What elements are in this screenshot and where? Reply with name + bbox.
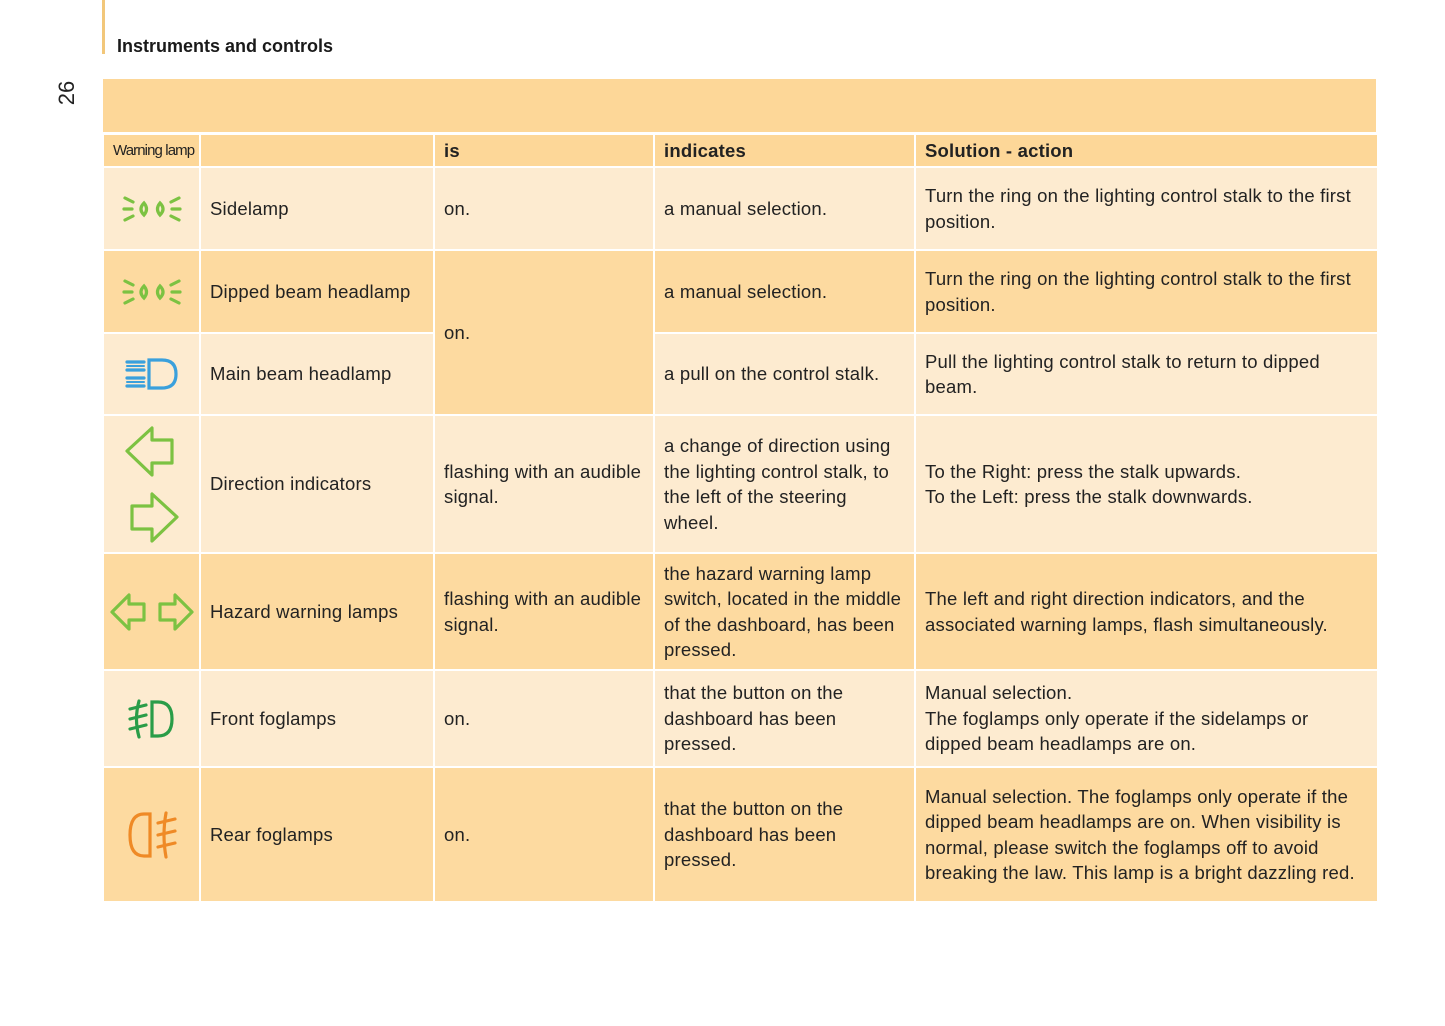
lamp-name: Direction indicators: [200, 415, 434, 553]
dipped-beam-icon: [103, 250, 200, 333]
lamp-name: Dipped beam headlamp: [200, 250, 434, 333]
page-number: 26: [54, 80, 79, 106]
lamp-indicates: the hazard warning lamp switch, located in the middle of the dashboard, has been pressed.: [654, 553, 915, 670]
lamp-indicates: a manual selection.: [654, 250, 915, 333]
table-header-row: [103, 134, 1378, 167]
sidelamp-icon: [103, 167, 200, 250]
table-row: [103, 250, 1378, 333]
front-foglamp-icon: [103, 670, 200, 767]
lamp-solution: [915, 670, 1378, 767]
table-row: [103, 415, 1378, 553]
col-solution: Solution - action: [915, 134, 1378, 167]
lamp-solution: [915, 415, 1378, 553]
lamp-solution: The left and right direction indicators, and the associated warning lamps, flash simultaneously.: [915, 553, 1378, 670]
lamp-is: flashing with an audible signal.: [434, 553, 654, 670]
rear-foglamp-icon: [103, 767, 200, 902]
col-indicates: indicates: [654, 134, 915, 167]
table-row: [103, 767, 1378, 902]
table-row: [103, 167, 1378, 250]
table-row: [103, 553, 1378, 670]
col-warning-lamp: Warning lamp: [103, 134, 200, 167]
lamp-indicates: that the button on the dashboard has been pressed.: [654, 767, 915, 902]
solution-line: The foglamps only operate if the sidelamps or dipped beam headlamps are on.: [925, 707, 1309, 755]
lamp-is: on.: [434, 670, 654, 767]
accent-bar: [102, 0, 105, 54]
lamp-solution: Turn the ring on the lighting control stalk to the first position.: [915, 167, 1378, 250]
warning-lamps-table: [102, 133, 1379, 903]
lamp-solution: Turn the ring on the lighting control stalk to the first position.: [915, 250, 1378, 333]
main-beam-icon: [103, 333, 200, 415]
lamp-is: on.: [434, 767, 654, 902]
lamp-indicates: a pull on the control stalk.: [654, 333, 915, 415]
solution-line: To the Left: press the stalk downwards.: [925, 486, 1253, 507]
lamp-is-merged: on.: [434, 250, 654, 415]
hazard-warning-icon: [103, 553, 200, 670]
lamp-indicates: a change of direction using the lighting control stalk, to the left of the steering wheel.: [654, 415, 915, 553]
solution-line: Manual selection.: [925, 682, 1073, 704]
table-header-band: [103, 79, 1376, 132]
direction-indicators-icon: [103, 415, 200, 553]
col-is: is: [434, 134, 654, 167]
solution-line: To the Right: press the stalk upwards.: [925, 460, 1242, 482]
lamp-solution: Manual selection. The foglamps only operate if the dipped beam headlamps are on. When visibility is normal, please switch the foglamps off to avoid breaking the law. This lamp is a bright dazzling red.: [915, 767, 1378, 902]
lamp-name: Rear foglamps: [200, 767, 434, 902]
lamp-is: on.: [434, 167, 654, 250]
lamp-is: flashing with an audible signal.: [434, 415, 654, 553]
lamp-name: Sidelamp: [200, 167, 434, 250]
section-title: Instruments and controls: [117, 36, 334, 56]
lamp-name: Main beam headlamp: [200, 333, 434, 415]
col-name: [200, 134, 434, 167]
lamp-name: Hazard warning lamps: [200, 553, 434, 670]
table-row: [103, 670, 1378, 767]
lamp-indicates: a manual selection.: [654, 167, 915, 250]
table-row: [103, 333, 1378, 415]
lamp-name: Front foglamps: [200, 670, 434, 767]
lamp-solution: Pull the lighting control stalk to return to dipped beam.: [915, 333, 1378, 415]
lamp-indicates: that the button on the dashboard has been pressed.: [654, 670, 915, 767]
